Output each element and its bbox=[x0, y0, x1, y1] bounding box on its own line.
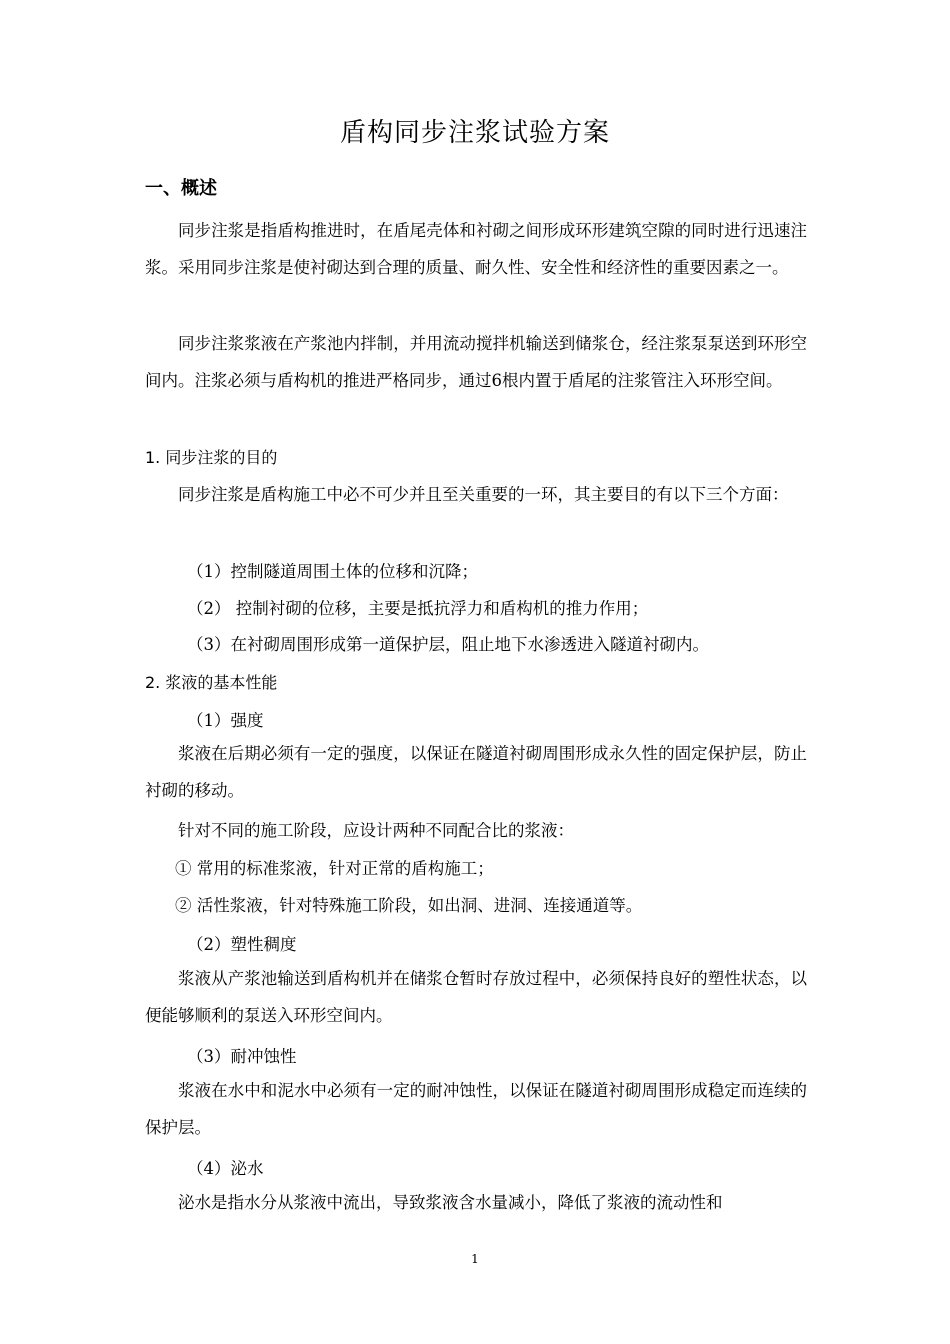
paragraph-strength: 浆液在后期必须有一定的强度，以保证在隧道衬砌周围形成永久性的固定保护层，防止衬砌的移动。 bbox=[145, 744, 807, 800]
paragraph-bleeding: 泌水是指水分从浆液中流出，导致浆液含水量减小，降低了浆液的流动性和 bbox=[178, 1193, 723, 1212]
section-heading-overview: 一、概述 bbox=[145, 178, 217, 199]
paragraph-intro-1: 同步注浆是指盾构推进时，在盾尾壳体和衬砌之间形成环形建筑空隙的同时进行迅速注浆。采用同步注浆是使衬砌达到合理的质量、耐久性、安全性和经济性的重要因素之一。 bbox=[145, 221, 807, 277]
property-heading-bleeding: （4）泌水 bbox=[187, 1159, 264, 1178]
paragraph-purpose: 同步注浆是盾构施工中必不可少并且至关重要的一环，其主要目的有以下三个方面： bbox=[178, 485, 789, 504]
property-heading-erosion: （3）耐冲蚀性 bbox=[187, 1047, 297, 1066]
subheading-purpose: 1. 同步注浆的目的 bbox=[145, 448, 278, 467]
paragraph-intro-2: 同步注浆浆液在产浆池内拌制，并用流动搅拌机输送到储浆仓，经注浆泵泵送到环形空间内。注浆必须与盾构机的推进严格同步，通过6根内置于盾尾的注浆管注入环形空间。 bbox=[145, 334, 807, 390]
purpose-item-3: （3）在衬砌周围形成第一道保护层，阻止地下水渗透进入隧道衬砌内。 bbox=[187, 635, 709, 654]
mix-item-1: ① 常用的标准浆液，针对正常的盾构施工； bbox=[175, 859, 494, 878]
purpose-item-1: （1）控制隧道周围土体的位移和沉降； bbox=[187, 562, 478, 581]
page-number: 1 bbox=[471, 1252, 479, 1266]
document-title: 盾构同步注浆试验方案 bbox=[339, 118, 610, 148]
paragraph-plasticity: 浆液从产浆池输送到盾构机并在储浆仓暂时存放过程中，必须保持良好的塑性状态，以便能够顺利的泵送入环形空间内。 bbox=[145, 969, 807, 1025]
paragraph-erosion: 浆液在水中和泥水中必须有一定的耐冲蚀性，以保证在隧道衬砌周围形成稳定而连续的保护层。 bbox=[145, 1081, 807, 1137]
property-heading-strength: （1）强度 bbox=[187, 711, 264, 730]
property-heading-plasticity: （2）塑性稠度 bbox=[187, 935, 297, 954]
paragraph-mix: 针对不同的施工阶段，应设计两种不同配合比的浆液： bbox=[178, 821, 574, 840]
subheading-properties: 2. 浆液的基本性能 bbox=[145, 673, 278, 692]
purpose-item-2: （2） 控制衬砌的位移，主要是抵抗浮力和盾构机的推力作用； bbox=[187, 599, 649, 618]
mix-item-2: ② 活性浆液，针对特殊施工阶段，如出洞、进洞、连接通道等。 bbox=[175, 896, 643, 915]
